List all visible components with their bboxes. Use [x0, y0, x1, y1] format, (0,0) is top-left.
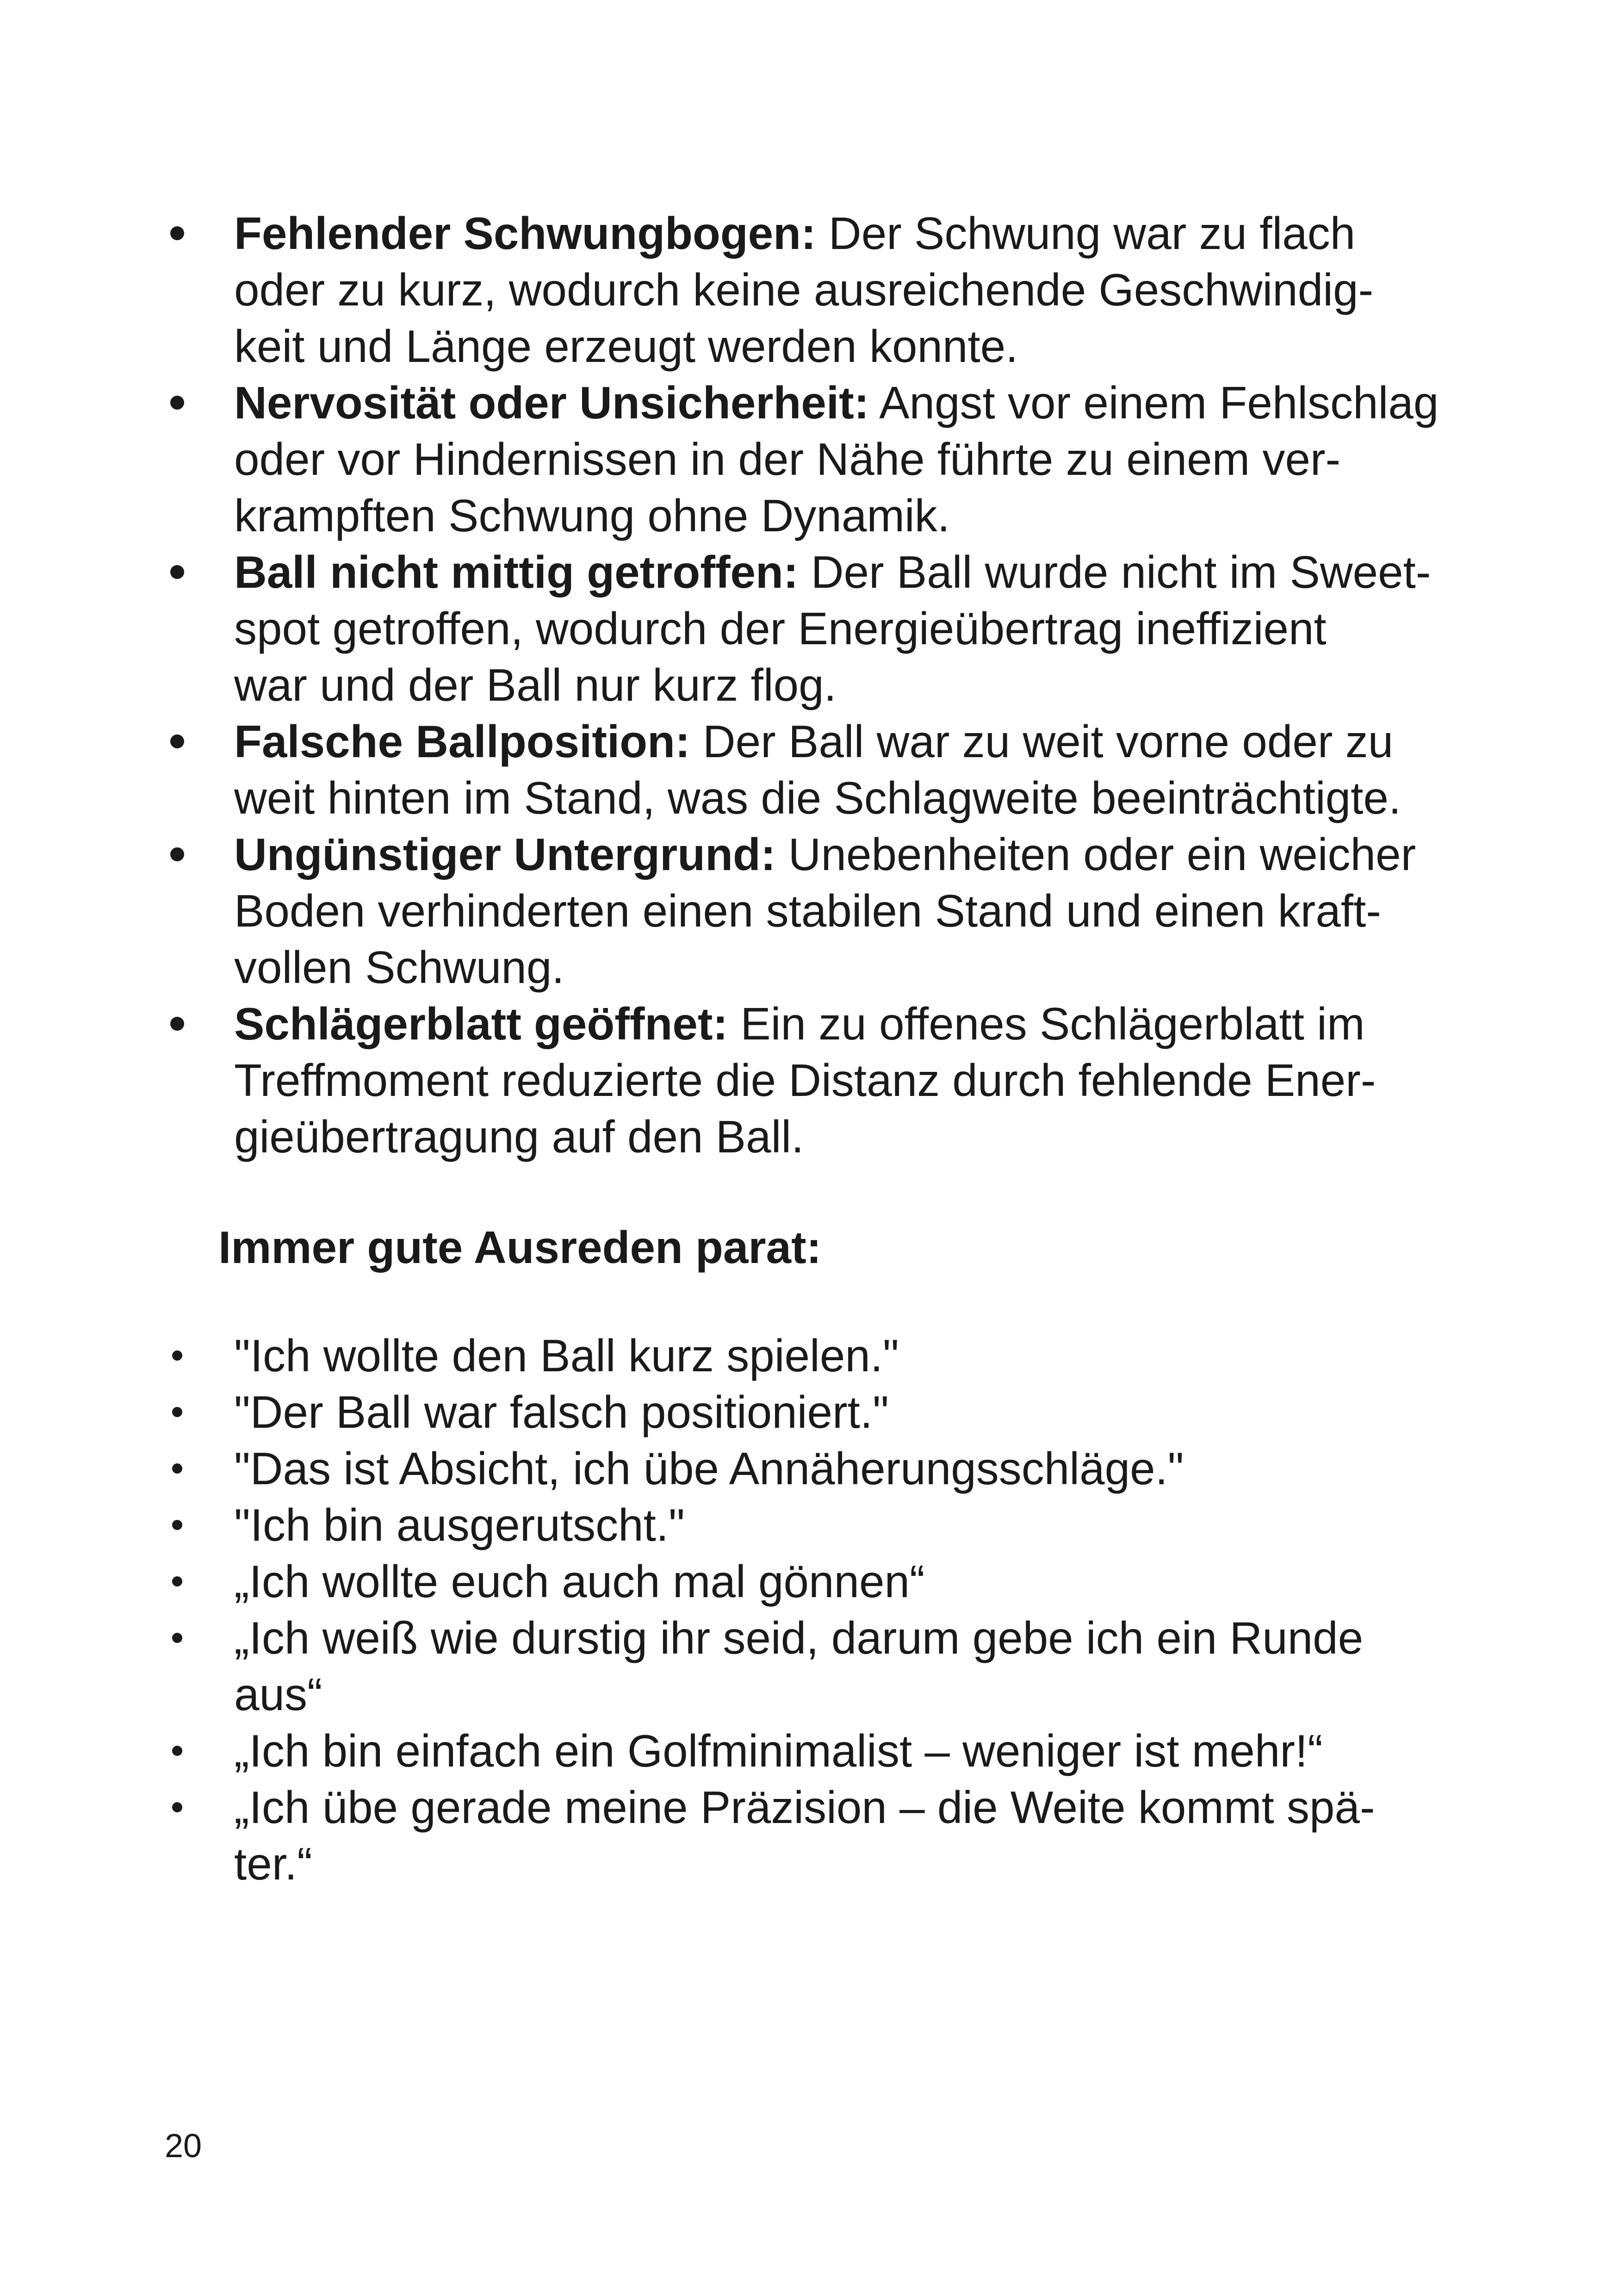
- cause-text: Ein zu offenes Schlägerblatt im: [728, 998, 1365, 1049]
- bullet-icon: [165, 544, 234, 600]
- excuse-item: [165, 1440, 1460, 1497]
- bullet-icon: [165, 1440, 234, 1497]
- cause-text: Der Ball wurde nicht im Sweet-: [798, 547, 1431, 597]
- cause-item: [165, 374, 1460, 544]
- excuse-item: [165, 1779, 1460, 1892]
- cause-text: weit hinten im Stand, was die Schlagweite beeinträchtigte.: [234, 772, 1401, 823]
- excuse-item: [165, 1327, 1460, 1384]
- cause-item: [165, 826, 1460, 996]
- bullet-icon: [165, 205, 234, 261]
- cause-text: gieübertragung auf den Ball.: [234, 1111, 804, 1162]
- cause-text: war und der Ball nur kurz flog.: [234, 660, 837, 710]
- causes-list: [165, 205, 1460, 1165]
- cause-text: spot getroffen, wodurch der Energieübertrag ineffizient: [234, 603, 1327, 654]
- bullet-icon: [165, 1384, 234, 1440]
- excuse-item: [165, 1384, 1460, 1440]
- cause-text: Treffmoment reduzierte die Distanz durch fehlende Ener-: [234, 1055, 1376, 1106]
- cause-text: oder vor Hindernissen in der Nähe führte zu einem ver-: [234, 434, 1341, 485]
- cause-term: Fehlender Schwungbogen:: [234, 208, 816, 259]
- bullet-icon: [165, 1553, 234, 1610]
- cause-text: Boden verhinderten einen stabilen Stand und einen kraft-: [234, 885, 1381, 936]
- bullet-icon: [165, 1497, 234, 1553]
- excuse-text: ter.“: [234, 1838, 312, 1889]
- excuse-item: [165, 1497, 1460, 1553]
- excuse-text: "Der Ball war falsch positioniert.": [234, 1387, 889, 1437]
- cause-text: Angst vor einem Fehlschlag: [869, 377, 1439, 428]
- cause-text: Der Ball war zu weit vorne oder zu: [690, 716, 1394, 767]
- cause-term: Ungünstiger Untergrund:: [234, 829, 776, 880]
- cause-item: [165, 544, 1460, 713]
- cause-text: oder zu kurz, wodurch keine ausreichende Geschwindig-: [234, 264, 1374, 315]
- excuse-text: „Ich weiß wie durstig ihr seid, darum gebe ich ein Runde: [234, 1612, 1364, 1663]
- bullet-icon: [165, 713, 234, 770]
- excuse-text: „Ich übe gerade meine Präzision – die Weite kommt spä-: [234, 1782, 1375, 1833]
- excuses-heading: Immer gute Ausreden parat:: [218, 1222, 822, 1273]
- cause-term: Nervosität oder Unsicherheit:: [234, 377, 869, 428]
- cause-item: [165, 713, 1460, 826]
- bullet-icon: [165, 1779, 234, 1836]
- excuse-item: [165, 1723, 1460, 1779]
- cause-term: Falsche Ballposition:: [234, 716, 690, 767]
- cause-item: [165, 996, 1460, 1165]
- bullet-icon: [165, 1610, 234, 1666]
- excuse-text: "Das ist Absicht, ich übe Annäherungsschläge.": [234, 1443, 1184, 1494]
- excuses-list: [165, 1327, 1460, 1892]
- cause-item: [165, 205, 1460, 374]
- excuse-text: "Ich wollte den Ball kurz spielen.": [234, 1330, 899, 1381]
- excuse-text: „Ich wollte euch auch mal gönnen“: [234, 1556, 925, 1607]
- excuse-text: aus“: [234, 1669, 322, 1720]
- excuse-item: [165, 1610, 1460, 1723]
- excuse-item: [165, 1553, 1460, 1610]
- bullet-icon: [165, 1723, 234, 1779]
- cause-text: krampften Schwung ohne Dynamik.: [234, 490, 950, 541]
- cause-text: Unebenheiten oder ein weicher: [775, 829, 1416, 880]
- bullet-icon: [165, 1327, 234, 1384]
- bullet-icon: [165, 374, 234, 431]
- cause-text: Der Schwung war zu flach: [816, 208, 1356, 259]
- cause-text: vollen Schwung.: [234, 942, 564, 993]
- cause-text: keit und Länge erzeugt werden konnte.: [234, 321, 1018, 372]
- bullet-icon: [165, 996, 234, 1052]
- cause-term: Schlägerblatt geöffnet:: [234, 998, 728, 1049]
- excuse-text: "Ich bin ausgerutscht.": [234, 1500, 685, 1550]
- page-number: 20: [165, 2128, 202, 2165]
- bullet-icon: [165, 826, 234, 883]
- cause-term: Ball nicht mittig getroffen:: [234, 547, 799, 597]
- excuse-text: „Ich bin einfach ein Golfminimalist – weniger ist mehr!“: [234, 1725, 1323, 1776]
